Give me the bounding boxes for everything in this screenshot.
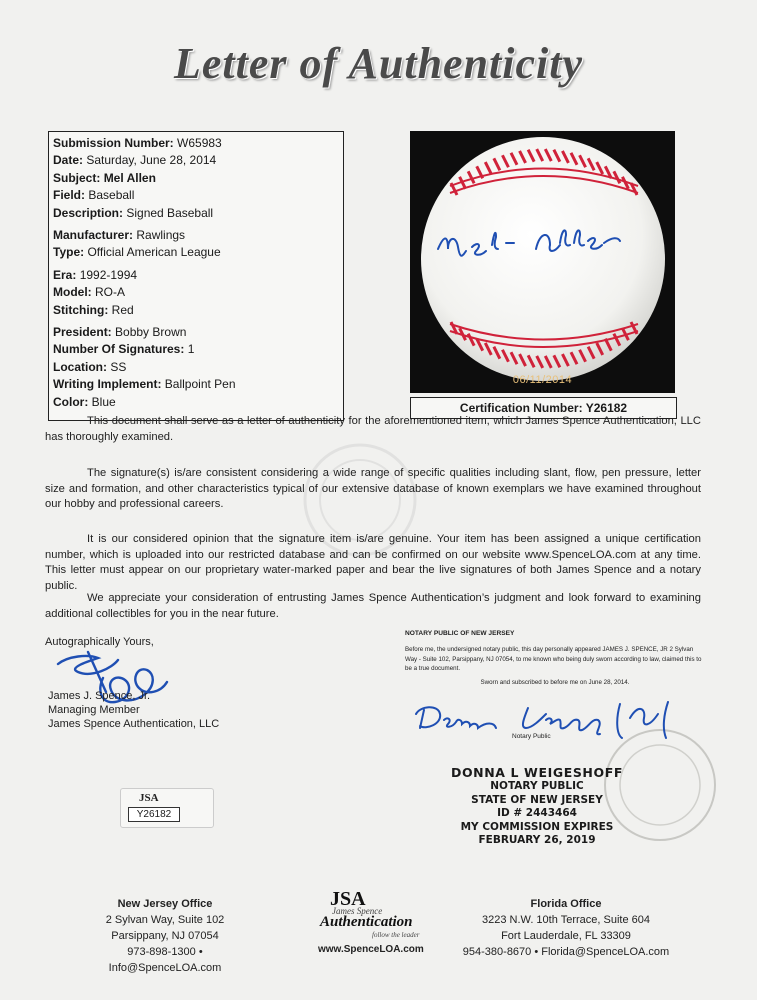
detail-value: 1 — [187, 342, 195, 357]
detail-row — [53, 187, 339, 204]
detail-value: Red — [111, 302, 134, 317]
notary-public-label: Notary Public — [512, 733, 551, 740]
signer-name: James J. Spence, Jr. — [48, 690, 151, 702]
notary-sworn: Sworn and subscribed to before me on June 28, 2014. — [480, 678, 630, 686]
detail-value: Official American League — [87, 245, 221, 260]
detail-row — [53, 284, 339, 301]
detail-value: SS — [110, 359, 127, 374]
detail-label: Description: — [53, 205, 124, 220]
detail-value: Signed Baseball — [126, 205, 214, 220]
detail-label: President: — [53, 325, 112, 340]
photo-date-stamp: 06/11/2014 — [512, 374, 573, 386]
notary-signature — [410, 700, 700, 746]
detail-row — [53, 341, 339, 358]
detail-value: W65983 — [177, 136, 222, 150]
detail-row — [53, 394, 339, 411]
page-title: Letter of Authenticity — [174, 39, 583, 88]
detail-label: Date: — [53, 153, 84, 168]
website-link[interactable]: www.SpenceLOA.com — [318, 944, 424, 955]
notary-name: DONNA L WEIGESHOFF — [450, 765, 623, 780]
detail-value: Blue — [91, 394, 116, 409]
jsa-hologram-sticker: JSA Y26182 — [120, 788, 214, 828]
closing: Autographically Yours, — [45, 636, 154, 648]
detail-label: Stitching: — [53, 302, 109, 317]
detail-row — [53, 324, 339, 341]
detail-row — [53, 376, 339, 393]
fl-office: Florida Office 3223 N.W. 10th Terrace, Suite 604 Fort Lauderdale, FL 33309 954-380-8670 • Florida@SpenceLOA.com — [462, 898, 670, 958]
paragraph-2: The signature(s) is/are consistent considering a wide range of specific qualities including slant, flow, pen pressure, letter size and formation, and other characteristics typical of our extensive database of known exemplars we have examined throughout our hobby and professional careers. — [45, 467, 701, 511]
detail-label: Writing Implement: — [53, 377, 162, 392]
notary-body: Before me, the undersigned notary public, this day personally appeared JAMES J. SPENCE, JR 2 Sylvan Way - Suite 102, Parsippany, NJ 07054, to me known who being duly sworn according to law, claimed this to be a true document. — [405, 646, 702, 672]
detail-row — [53, 135, 339, 152]
signer-block — [48, 689, 219, 731]
notary-heading: NOTARY PUBLIC OF NEW JERSEY — [405, 630, 515, 637]
detail-value: Saturday, June 28, 2014 — [86, 153, 217, 168]
detail-label: Color: — [53, 394, 89, 409]
detail-row — [53, 170, 339, 187]
detail-label: Subject: — [53, 170, 101, 185]
signer-company: James Spence Authentication, LLC — [48, 718, 220, 730]
detail-value: Bobby Brown — [115, 325, 187, 340]
detail-label: Submission Number: — [53, 136, 174, 150]
detail-value: Ballpoint Pen — [164, 377, 236, 392]
detail-row — [53, 152, 339, 169]
item-photo — [410, 131, 675, 393]
detail-label: Field: — [53, 188, 85, 203]
notary-stamp: DONNA L WEIGESHOFF NOTARY PUBLIC STATE OF NEW JERSEY ID # 2443464 MY COMMISSION EXPIRES FEBRUARY 26, 2019 — [432, 765, 642, 848]
paragraph-1: This document shall serve as a letter of authenticity for the aforementioned item, which James Spence Authentication, LLC has thoroughly examined. — [45, 415, 701, 443]
detail-label: Manufacturer: — [53, 228, 134, 243]
detail-label: Model: — [53, 285, 92, 300]
detail-row — [53, 359, 339, 376]
detail-value: 1992-1994 — [79, 267, 138, 282]
nj-office: New Jersey Office 2 Sylvan Way, Suite 102 Parsippany, NJ 07054 973-898-1300 • Info@SpenceLOA.com — [105, 898, 225, 974]
detail-label: Era: — [53, 267, 77, 282]
detail-row — [53, 302, 339, 319]
detail-label: Type: — [53, 245, 85, 260]
detail-row — [53, 227, 339, 244]
detail-value: Rawlings — [136, 228, 186, 243]
detail-row — [53, 267, 339, 284]
detail-label: Number Of Signatures: — [53, 342, 185, 357]
notary-block — [405, 630, 705, 686]
baseball-image — [410, 131, 675, 393]
detail-row — [53, 205, 339, 222]
paragraph-4: We appreciate your consideration of entrusting James Spence Authentication’s judgment and look forward to examining additional collectibles for you in the near future. — [45, 592, 701, 620]
item-details-box — [48, 131, 344, 421]
detail-value: Mel Allen — [103, 170, 156, 185]
detail-row — [53, 244, 339, 261]
jsa-logo: JSA James Spence Authentication follow the leader www.SpenceLOA.com — [318, 888, 424, 955]
detail-value: Baseball — [88, 188, 135, 203]
detail-label: Location: — [53, 359, 107, 374]
paragraph-3: It is our considered opinion that the signature item is/are genuine. Your item has been assigned a unique certification number, which is uploaded into our restricted database and can be confirmed on our website www.SpenceLOA.com at any time. This letter must appear on our proprietary water-marked paper and bear the live signatures of both James Spence and a notary public. — [45, 533, 701, 592]
certification-number: Certification Number: Y26182 — [410, 397, 677, 419]
detail-value: RO-A — [95, 285, 126, 300]
signer-role: Managing Member — [48, 704, 140, 716]
sticker-cert-number: Y26182 — [128, 807, 180, 822]
